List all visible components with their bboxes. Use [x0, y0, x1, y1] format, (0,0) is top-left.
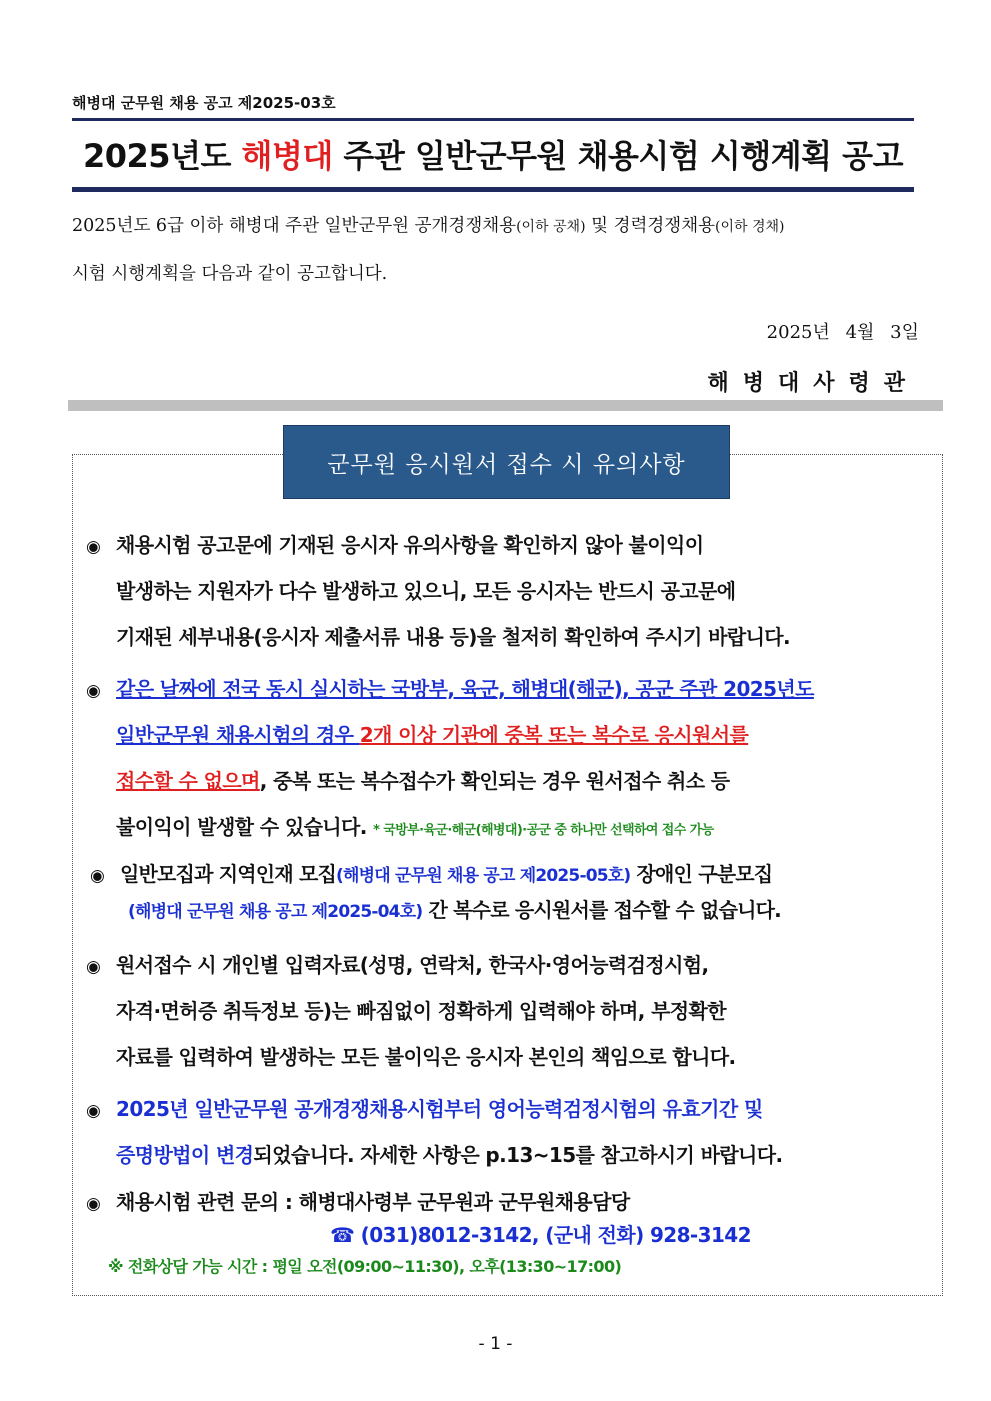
title-block — [72, 118, 914, 192]
item-footnote: * 국방부·육군·해군(해병대)·공군 중 하나만 선택하여 접수 가능 — [373, 823, 714, 838]
consult-hours: ※ 전화상담 가능 시간 : 평일 오전(09:00~11:30), 오후(13:30~17:00) — [108, 1257, 622, 1276]
item-text: 원서접수 시 개인별 입력자료(성명, 연락처, 한국사·영어능력검정시험, — [116, 953, 709, 977]
item-text: 채용시험 관련 문의 : 해병대사령부 군무원과 군무원채용담당 — [116, 1190, 630, 1214]
list-item-line — [86, 1184, 946, 1220]
contact-hours — [86, 1250, 946, 1284]
bullet-icon: ◉ — [90, 866, 105, 886]
contact-phone — [86, 1220, 946, 1250]
list-item-line: 발생하는 지원자가 다수 발생하고 있으니, 모든 응시자는 반드시 공고문에 — [116, 579, 736, 603]
list-item-line — [90, 892, 950, 928]
intro-text: 및 경력경쟁채용 — [585, 216, 716, 236]
list-item-line — [86, 1086, 946, 1132]
announcement-reference: 해병대 군무원 채용 공고 제2025-03호 — [72, 94, 336, 112]
page-number: - 1 - — [478, 1334, 513, 1354]
item-reference: (해병대 군무원 채용 공고 제2025-05호) — [336, 866, 631, 886]
item-text-emphasis: 접수할 수 없으며 — [116, 769, 260, 793]
title-prefix: 2025년도 — [83, 137, 242, 175]
item-text-emphasis: 2개 이상 기관에 중복 또는 복수로 응시원서를 — [359, 723, 749, 747]
item-text: 장애인 구분모집 — [630, 862, 773, 886]
notice-heading: 군무원 응시원서 접수 시 유의사항 — [283, 425, 730, 499]
list-item-line — [86, 522, 946, 568]
list-item-line: 자격·면허증 취득정보 등)는 빠짐없이 정확하게 입력해야 하며, 부정확한 — [116, 999, 726, 1023]
item-text: 채용시험 공고문에 기재된 응시자 유의사항을 확인하지 않아 불이익이 — [116, 533, 704, 557]
notice-item-3 — [90, 856, 950, 928]
list-item-line — [86, 758, 946, 804]
page-title — [72, 121, 914, 187]
title-highlight: 해병대 — [241, 137, 333, 175]
title-bottom-rule — [72, 187, 914, 192]
notice-item-5 — [86, 1086, 946, 1178]
notice-item-6 — [86, 1184, 946, 1284]
bullet-icon: ◉ — [86, 957, 101, 977]
intro-line-1 — [72, 212, 922, 237]
bullet-icon: ◉ — [86, 1194, 101, 1214]
item-text: 2025년 일반군무원 공개경쟁채용시험부터 영어능력검정시험의 유효기간 및 — [116, 1097, 763, 1121]
bullet-icon: ◉ — [86, 681, 101, 701]
announcement-date: 2025년 4월 3일 — [766, 322, 919, 343]
list-item-line — [86, 666, 946, 712]
notice-item-1 — [86, 522, 946, 660]
title-suffix: 주관 일반군무원 채용시험 시행계획 공고 — [332, 137, 903, 175]
intro-text: 2025년도 6급 이하 해병대 주관 일반군무원 공개경쟁채용 — [72, 216, 517, 236]
item-text: 간 복수로 응시원서를 접수할 수 없습니다. — [422, 898, 781, 922]
divider-bar — [68, 400, 943, 411]
bullet-icon: ◉ — [86, 1101, 101, 1121]
intro-note: (이하 경채) — [715, 219, 785, 235]
issuer: 해병대사령관 — [707, 371, 919, 396]
bullet-icon: ◉ — [86, 537, 101, 557]
list-item-line: 기재된 세부내용(응시자 제출서류 내용 등)을 철저히 확인하여 주시기 바랍니다. — [116, 625, 791, 649]
list-item-line — [86, 712, 946, 758]
item-text: , 중복 또는 복수접수가 확인되는 경우 원서접수 취소 등 — [259, 769, 730, 793]
list-item-line — [86, 942, 946, 988]
item-text: 증명방법이 변경 — [116, 1143, 254, 1167]
intro-line-2: 시험 시행계획을 다음과 같이 공고합니다. — [72, 264, 388, 284]
item-text: 일반군무원 채용시험의 경우 — [116, 723, 360, 747]
item-text: 되었습니다. 자세한 사항은 p.13~15를 참고하시기 바랍니다. — [253, 1143, 783, 1167]
item-reference: (해병대 군무원 채용 공고 제2025-04호) — [128, 902, 423, 922]
phone-number: ☎ (031)8012-3142, (군내 전화) 928-3142 — [330, 1223, 751, 1247]
item-text: 불이익이 발생할 수 있습니다. — [116, 815, 367, 839]
item-text: 같은 날짜에 전국 동시 실시하는 국방부, 육군, 해병대(해군), 공군 주관 2025년도 — [116, 677, 814, 701]
list-item-line — [86, 804, 946, 850]
notice-item-4 — [86, 942, 946, 1080]
item-text: 일반모집과 지역인재 모집 — [120, 862, 337, 886]
list-item-line — [86, 1132, 946, 1178]
notice-item-2 — [86, 666, 946, 850]
intro-note: (이하 공채) — [516, 219, 586, 235]
list-item-line — [90, 856, 950, 892]
list-item-line: 자료를 입력하여 발생하는 모든 불이익은 응시자 본인의 책임으로 합니다. — [116, 1045, 736, 1069]
